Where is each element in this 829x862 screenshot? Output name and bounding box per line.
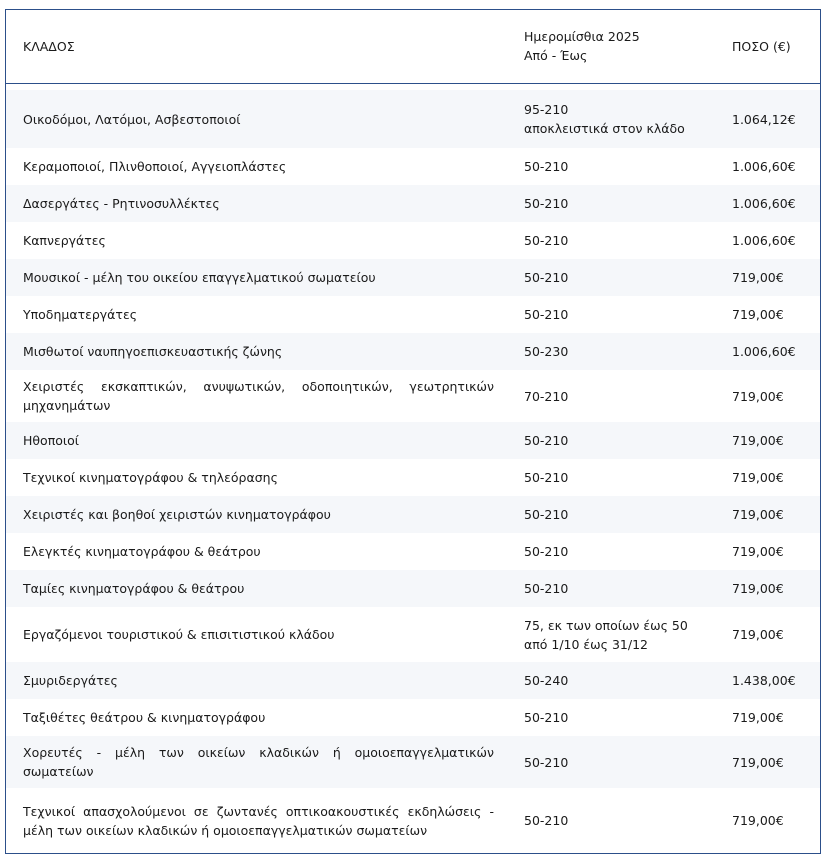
table-row (6, 459, 820, 496)
row-amount: 1.006,60€ (732, 159, 796, 174)
table-row (6, 370, 820, 422)
row-days-range: 95-210 (524, 102, 569, 117)
table-row (6, 699, 820, 736)
row-amount: 719,00€ (732, 270, 784, 285)
row-sector: Κεραμοποιοί, Πλινθοποιοί, Αγγειοπλάστες (23, 159, 287, 174)
row-sector: Μουσικοί - μέλη του οικείου επαγγελματικού σωματείου (23, 270, 376, 285)
row-sector: Οικοδόμοι, Λατόμοι, Ασβεστοποιοί (23, 111, 241, 127)
row-days: 50-230 (524, 344, 569, 359)
row-days (516, 607, 724, 662)
table-row (6, 422, 820, 459)
row-amount: 719,00€ (732, 388, 784, 404)
row-days: 50-210 (524, 710, 569, 725)
row-sector: Χειριστές εκσκαπτικών, ανυψωτικών, οδοποιητικών, γεωτρητικών μηχανημάτων (23, 379, 494, 413)
row-days: 50-210 (524, 270, 569, 285)
row-days: 50-210 (524, 196, 569, 211)
row-amount: 719,00€ (732, 433, 784, 448)
table-header (6, 10, 820, 83)
row-sector: Δασεργάτες - Ρητινοσυλλέκτες (23, 196, 220, 211)
benefit-table (5, 9, 821, 854)
row-amount: 719,00€ (732, 754, 784, 770)
row-days: 70-210 (524, 388, 569, 404)
header-days (516, 10, 724, 83)
row-amount: 1.064,12€ (732, 111, 796, 127)
table-row (6, 607, 820, 662)
row-amount: 719,00€ (732, 544, 784, 559)
row-sector: Μισθωτοί ναυπηγοεπισκευαστικής ζώνης (23, 344, 283, 359)
row-days-range: 75, εκ των οποίων έως 50 (524, 617, 688, 633)
table-row (6, 259, 820, 296)
table-body (6, 83, 820, 853)
row-days: 50-240 (524, 673, 569, 688)
row-amount: 719,00€ (732, 507, 784, 522)
table-row (6, 296, 820, 333)
row-days: 50-210 (524, 581, 569, 596)
header-amount: ΠΟΣΟ (€) (732, 38, 791, 54)
table-row (6, 662, 820, 699)
row-amount: 719,00€ (732, 627, 784, 642)
row-sector: Υποδηματεργάτες (23, 307, 138, 322)
table-row (6, 148, 820, 185)
row-sector: Καπνεργάτες (23, 233, 106, 248)
table-row (6, 90, 820, 148)
row-amount: 719,00€ (732, 813, 784, 828)
row-sector: Ηθοποιοί (23, 433, 79, 448)
row-sector: Χορευτές - μέλη των οικείων κλαδικών ή ομοιοεπαγγελματικών σωματείων (23, 745, 494, 779)
table-row (6, 736, 820, 788)
row-amount: 719,00€ (732, 307, 784, 322)
row-days (516, 90, 724, 148)
table-row (6, 788, 820, 853)
row-days: 50-210 (524, 813, 569, 828)
row-amount: 719,00€ (732, 581, 784, 596)
row-amount: 719,00€ (732, 470, 784, 485)
row-days: 50-210 (524, 433, 569, 448)
table-row (6, 496, 820, 533)
table-row (6, 570, 820, 607)
row-days-note: αποκλειστικά στον κλάδο (524, 121, 685, 136)
row-days: 50-210 (524, 307, 569, 322)
row-days: 50-210 (524, 470, 569, 485)
row-amount: 1.006,60€ (732, 344, 796, 359)
row-days: 50-210 (524, 159, 569, 174)
row-sector: Σμυριδεργάτες (23, 673, 118, 688)
row-days: 50-210 (524, 544, 569, 559)
row-sector: Εργαζόμενοι τουριστικού & επισιτιστικού κλάδου (23, 627, 335, 642)
row-sector: Τεχνικοί κινηματογράφου & τηλεόρασης (23, 470, 278, 485)
row-days: 50-210 (524, 233, 569, 248)
row-days: 50-210 (524, 507, 569, 522)
row-sector: Ελεγκτές κινηματογράφου & θεάτρου (23, 544, 261, 559)
header-sector: ΚΛΑΔΟΣ (23, 38, 75, 54)
sector-table (6, 10, 820, 853)
row-days-note: από 1/10 έως 31/12 (524, 636, 648, 652)
table-row (6, 333, 820, 370)
row-amount: 1.006,60€ (732, 196, 796, 211)
row-days: 50-210 (524, 754, 569, 770)
table-spacer (6, 83, 820, 90)
row-sector: Τεχνικοί απασχολούμενοι σε ζωντανές οπτικοακουστικές εκδηλώσεις - μέλη των οικείων κλαδικών ή ομοιοεπαγγελματικών σωματείων (23, 803, 494, 838)
row-amount: 719,00€ (732, 710, 784, 725)
table-row (6, 185, 820, 222)
table-row (6, 533, 820, 570)
row-amount: 1.438,00€ (732, 673, 796, 688)
header-days-line1: Ημερομίσθια 2025 (524, 29, 640, 45)
row-sector: Ταξιθέτες θεάτρου & κινηματογράφου (23, 710, 266, 725)
table-row (6, 222, 820, 259)
header-days-line2: Από - Έως (524, 48, 588, 64)
row-amount: 1.006,60€ (732, 233, 796, 248)
row-sector: Ταμίες κινηματογράφου & θεάτρου (23, 581, 245, 596)
row-sector: Χειριστές και βοηθοί χειριστών κινηματογράφου (23, 507, 331, 522)
